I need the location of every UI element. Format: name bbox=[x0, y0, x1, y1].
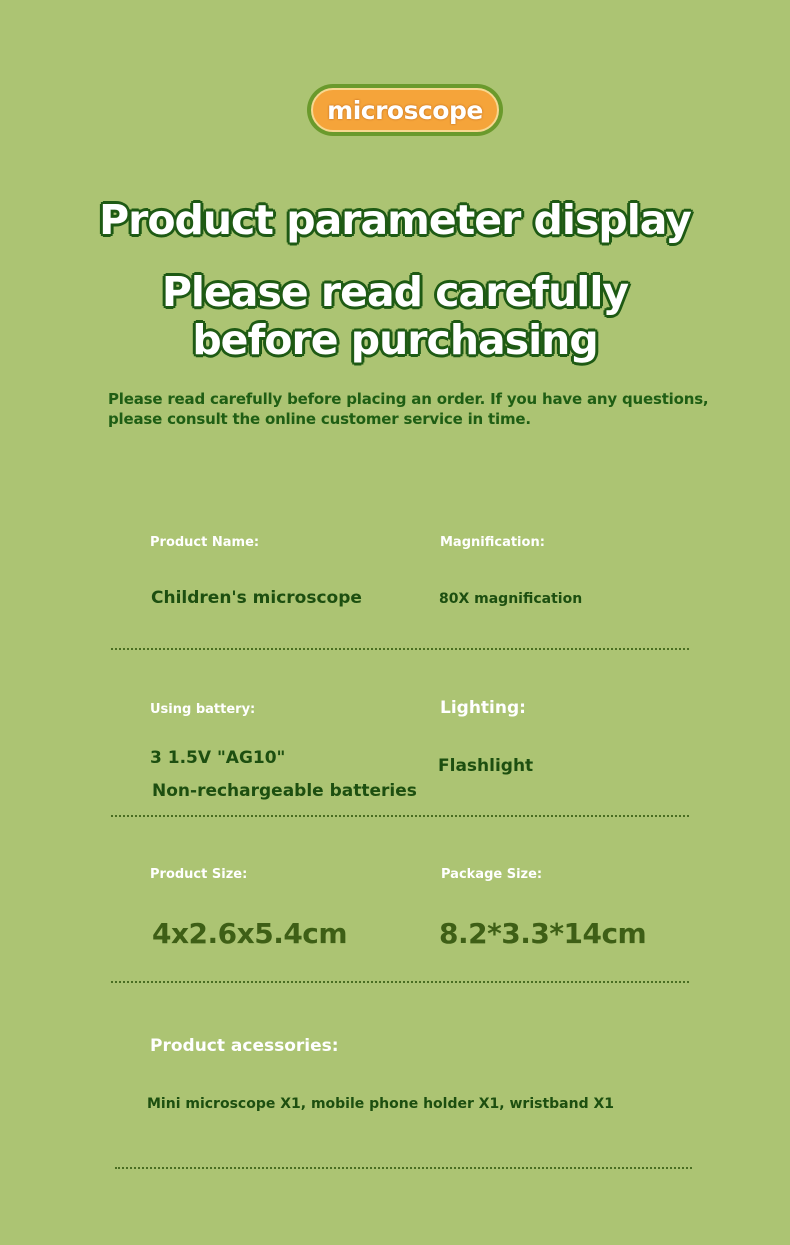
headline-before-purchasing: before purchasing bbox=[192, 316, 598, 364]
magnification-value: 80X magnification bbox=[439, 591, 583, 607]
notice-line-1: Please read carefully before placing an order. If you have any questions, bbox=[108, 390, 709, 408]
product-name-value: Children's microscope bbox=[151, 588, 362, 608]
accessories-value: Mini microscope X1, mobile phone holder X1, wristband X1 bbox=[147, 1096, 615, 1112]
divider-4 bbox=[115, 1167, 692, 1169]
purchase-notice bbox=[108, 389, 728, 429]
lighting-label: Lighting: bbox=[440, 698, 526, 718]
notice-line-2: please consult the online customer service in time. bbox=[108, 410, 531, 428]
battery-label: Using battery: bbox=[150, 702, 256, 717]
package-size-label: Package Size: bbox=[441, 867, 543, 882]
product-name-label: Product Name: bbox=[150, 535, 260, 550]
badge-label: microscope bbox=[327, 95, 483, 125]
magnification-label: Magnification: bbox=[440, 535, 545, 550]
product-size-label: Product Size: bbox=[150, 867, 248, 882]
package-size-value: 8.2*3.3*14cm bbox=[439, 917, 647, 950]
divider-2 bbox=[111, 815, 689, 817]
headline-read-carefully: Please read carefully bbox=[161, 268, 629, 316]
battery-value-line1: 3 1.5V "AG10" bbox=[150, 748, 286, 768]
battery-value-line2: Non-rechargeable batteries bbox=[152, 781, 417, 801]
product-size-value: 4x2.6x5.4cm bbox=[152, 917, 348, 950]
headline-product-parameter: Product parameter display bbox=[99, 196, 691, 244]
accessories-label: Product acessories: bbox=[150, 1036, 339, 1056]
badge-pill bbox=[311, 88, 499, 132]
divider-1 bbox=[111, 648, 689, 650]
divider-3 bbox=[111, 981, 689, 983]
microscope-badge bbox=[307, 84, 503, 136]
lighting-value: Flashlight bbox=[438, 756, 534, 776]
